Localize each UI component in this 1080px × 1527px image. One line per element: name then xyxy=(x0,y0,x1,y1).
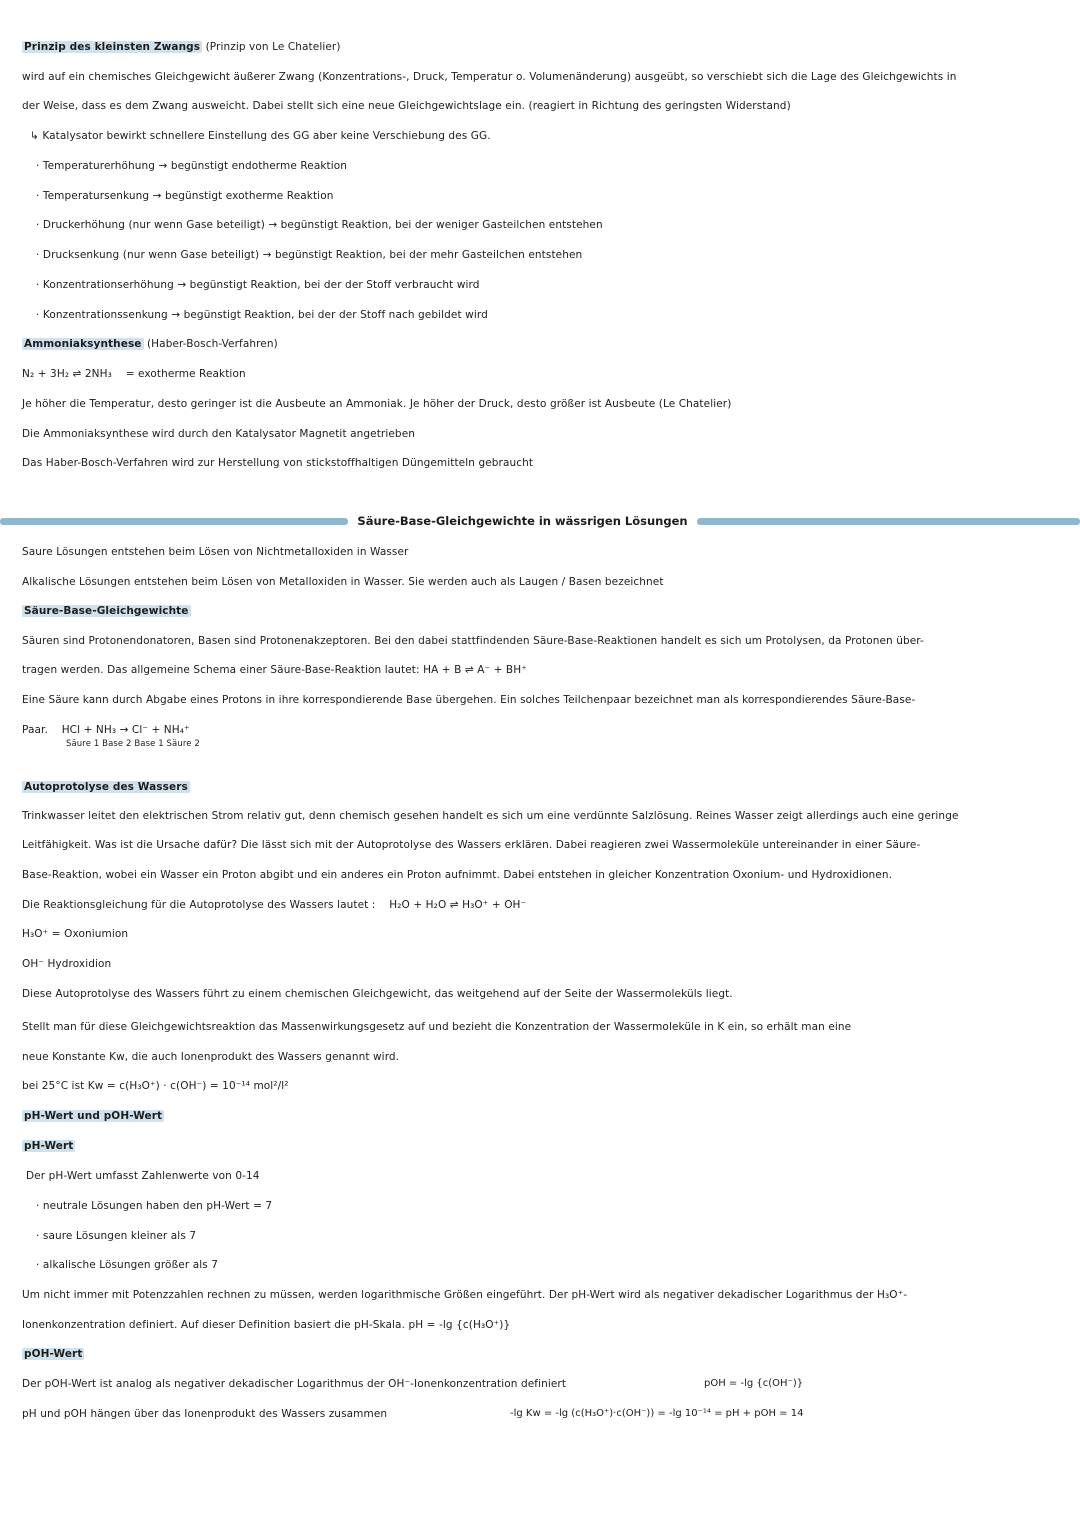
poh-line: Der pOH-Wert ist analog als negativer dekadischer Logarithmus der OH⁻-Ionenkonzentration definiert xyxy=(22,1378,567,1390)
autoprotolysis-eq-line xyxy=(22,898,526,912)
pair-equation: HCl + NH₃ → Cl⁻ + NH₄⁺ xyxy=(61,724,190,736)
ph-bullet-neutral: · neutrale Lösungen haben den pH-Wert = 7 xyxy=(36,1200,273,1212)
acid-base-title: Säure-Base-Gleichgewichte in wässrigen Lösungen xyxy=(357,514,688,528)
autoprotolysis-eq-text: Die Reaktionsgleichung für die Autoprotolyse des Wassers lautet : xyxy=(22,899,376,911)
catalyst-note: ↳ Katalysator bewirkt schnellere Einstellung des GG aber keine Verschiebung des GG. xyxy=(30,130,491,142)
autoprotolysis-para6: neue Konstante Kw, die auch Ionenprodukt des Wassers genannt wird. xyxy=(22,1051,400,1063)
ammonia-equation: N₂ + 3H₂ ⇌ 2NH₃ xyxy=(22,368,112,380)
autoprotolysis-eq: H₂O + H₂O ⇌ H₃O⁺ + OH⁻ xyxy=(389,899,527,911)
autoprotolysis-para5: Stellt man für diese Gleichgewichtsreaktion das Massenwirkungsgesetz auf und bezieht die Konzentration der Wassermoleküle in K ein, so erhält man eine xyxy=(22,1021,852,1033)
ph-bullet-acid: · saure Lösungen kleiner als 7 xyxy=(36,1230,197,1242)
ph-poh-heading-line xyxy=(22,1109,164,1123)
le-chatelier-para2: der Weise, dass es dem Zwang ausweicht. Dabei stellt sich eine neue Gleichgewichtslage ein. (reagiert in Richtung des geringsten Widerstand) xyxy=(22,100,791,112)
acid-base-subheading: Säure-Base-Gleichgewichte xyxy=(24,605,189,617)
acid-base-para3: Eine Säure kann durch Abgabe eines Protons in ihre korrespondierende Base übergehen. Ein solches Teilchenpaar bezeichnet man als korrespondierendes Säure-Base- xyxy=(22,694,916,706)
bullet-conc-down: · Konzentrationssenkung → begünstigt Reaktion, bei der der Stoff nach gebildet wird xyxy=(36,309,488,321)
autoprotolysis-para4: Diese Autoprotolyse des Wassers führt zu einem chemischen Gleichgewicht, das weitgehend auf der Seite der Wassermoleküls liegt. xyxy=(22,988,733,1000)
autoprotolysis-heading: Autoprotolyse des Wassers xyxy=(24,781,188,793)
ammonia-line-2: Die Ammoniaksynthese wird durch den Katalysator Magnetit angetrieben xyxy=(22,428,416,440)
poh-formula: pOH = -lg {c(OH⁻)} xyxy=(704,1378,804,1389)
ph-subheading: pH-Wert xyxy=(24,1140,74,1152)
autoprotolysis-para2: Leitfähigkeit. Was ist die Ursache dafür? Die lässt sich mit der Autoprotolyse des Wassers erklären. Dabei reagieren zwei Wassermoleküle untereinander in einer Säure- xyxy=(22,839,921,851)
acid-base-para2: tragen werden. Das allgemeine Schema einer Säure-Base-Reaktion lautet: HA + B ⇌ A⁻ + BH⁺ xyxy=(22,664,527,676)
oxonium-definition: H₃O⁺ = Oxoniumion xyxy=(22,928,129,940)
ammonia-heading-line xyxy=(22,337,278,351)
acid-base-pair-line xyxy=(22,723,190,737)
ammonia-line-1: Je höher die Temperatur, desto geringer ist die Ausbeute an Ammoniak. Je höher der Druck, desto größer ist Ausbeute (Le Chatelier) xyxy=(22,398,732,410)
autoprotolysis-heading-line xyxy=(22,780,190,794)
le-chatelier-heading: Prinzip des kleinsten Zwangs xyxy=(24,41,201,53)
ph-para2: Ionenkonzentration definiert. Auf dieser Definition basiert die pH-Skala. pH = -lg {c(H₃O⁺)} xyxy=(22,1319,511,1331)
ph-poh-relation: pH und pOH hängen über das Ionenprodukt des Wassers zusammen xyxy=(22,1408,388,1420)
ph-subheading-line xyxy=(22,1139,75,1153)
bullet-pressure-up: · Druckerhöhung (nur wenn Gase beteiligt) → begünstigt Reaktion, bei der weniger Gasteilchen entstehen xyxy=(36,219,603,231)
acid-solutions-line: Saure Lösungen entstehen beim Lösen von Nichtmetalloxiden in Wasser xyxy=(22,546,409,558)
ammonia-equation-line xyxy=(22,367,246,381)
autoprotolysis-para1: Trinkwasser leitet den elektrischen Strom relativ gut, denn chemisch gesehen handelt es sich um eine verdünnte Salzlösung. Reines Wasser zeigt allerdings auch eine geringe xyxy=(22,810,959,822)
acid-base-subheading-line xyxy=(22,604,191,618)
ph-poh-formula: -lg Kw = -lg (c(H₃O⁺)·c(OH⁻)) = -lg 10⁻¹⁴ = pH + pOH = 14 xyxy=(510,1408,804,1419)
poh-subheading: pOH-Wert xyxy=(24,1348,83,1360)
ammonia-heading: Ammoniaksynthese xyxy=(24,338,142,350)
ph-range: Der pH-Wert umfasst Zahlenwerte von 0-14 xyxy=(26,1170,260,1182)
alkaline-solutions-line: Alkalische Lösungen entstehen beim Lösen von Metalloxiden in Wasser. Sie werden auch als Laugen / Basen bezeichnet xyxy=(22,576,664,588)
ph-bullet-alkaline: · alkalische Lösungen größer als 7 xyxy=(36,1259,219,1271)
hydroxide-definition: OH⁻ Hydroxidion xyxy=(22,958,112,970)
bullet-temp-down: · Temperatursenkung → begünstigt exotherme Reaktion xyxy=(36,190,334,202)
bullet-pressure-down: · Drucksenkung (nur wenn Gase beteiligt) → begünstigt Reaktion, bei der mehr Gasteilchen entstehen xyxy=(36,249,583,261)
divider-left xyxy=(0,518,348,525)
ph-poh-heading: pH-Wert und pOH-Wert xyxy=(24,1110,163,1122)
acid-base-para1: Säuren sind Protonendonatoren, Basen sind Protonenakzeptoren. Bei den dabei stattfindenden Säure-Base-Reaktionen handelt es sich um Protolysen, da Protonen über- xyxy=(22,635,924,647)
divider-right xyxy=(697,518,1080,525)
ammonia-line-3: Das Haber-Bosch-Verfahren wird zur Herstellung von stickstoffhaltigen Düngemitteln gebraucht xyxy=(22,457,534,469)
pair-label: Paar. xyxy=(22,724,48,736)
le-chatelier-para1: wird auf ein chemisches Gleichgewicht äußerer Zwang (Konzentrations-, Druck, Temperatur o. Volumenänderung) ausgeübt, so verschiebt sich die Lage des Gleichgewichts in xyxy=(22,71,957,83)
bullet-conc-up: · Konzentrationserhöhung → begünstigt Reaktion, bei der der Stoff verbraucht wird xyxy=(36,279,480,291)
ammonia-equation-note: = exotherme Reaktion xyxy=(125,368,246,380)
autoprotolysis-para3: Base-Reaktion, wobei ein Wasser ein Proton abgibt und ein anderes ein Proton aufnimmt. Dabei entstehen in gleicher Konzentration Oxonium- und Hydroxidionen. xyxy=(22,869,893,881)
poh-subheading-line xyxy=(22,1347,84,1361)
bullet-temp-up: · Temperaturerhöhung → begünstigt endotherme Reaktion xyxy=(36,160,348,172)
le-chatelier-heading-line xyxy=(22,40,341,54)
pair-labels: Säure 1 Base 2 Base 1 Säure 2 xyxy=(66,739,200,749)
ph-para1: Um nicht immer mit Potenzzahlen rechnen zu müssen, werden logarithmische Größen eingeführt. Der pH-Wert wird als negativer dekadischer Logarithmus der H₃O⁺- xyxy=(22,1289,908,1301)
ammonia-heading-note: (Haber-Bosch-Verfahren) xyxy=(146,338,278,350)
le-chatelier-heading-note: (Prinzip von Le Chatelier) xyxy=(205,41,341,53)
kw-formula: bei 25°C ist Kw = c(H₃O⁺) · c(OH⁻) = 10⁻¹⁴ mol²/l² xyxy=(22,1080,289,1092)
